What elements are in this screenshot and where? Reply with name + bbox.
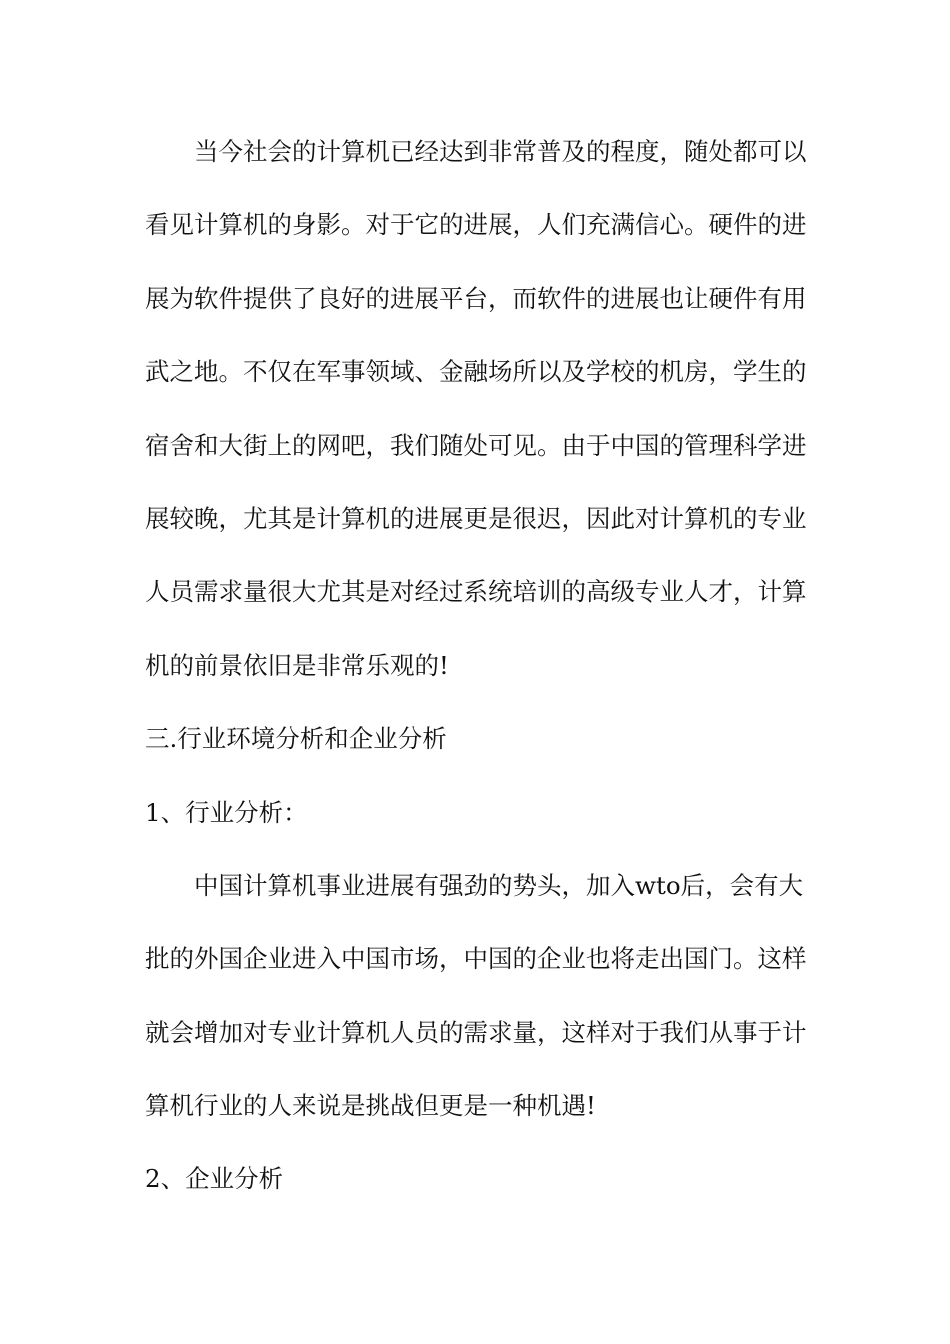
paragraph-line: 看见计算机的身影。对于它的进展，人们充满信心。硬件的进 xyxy=(145,210,807,240)
paragraph-line: 人员需求量很大尤其是对经过系统培训的高级专业人才，计算 xyxy=(145,577,807,607)
paragraph-line: 宿舍和大街上的网吧，我们随处可见。由于中国的管理科学进 xyxy=(145,430,807,460)
paragraph-line: 展较晚，尤其是计算机的进展更是很迟，因此对计算机的专业 xyxy=(145,503,807,533)
paragraph-line: 机的前景依旧是非常乐观的! xyxy=(145,650,449,680)
paragraph-line: 当今社会的计算机已经达到非常普及的程度，随处都可以 xyxy=(194,137,807,166)
paragraph-line: 中国计算机事业进展有强劲的势头，加入wto后，会有大 xyxy=(194,870,804,900)
paragraph-line: 就会增加对专业计算机人员的需求量，这样对于我们从事于计 xyxy=(145,1017,807,1047)
paragraph-industry xyxy=(145,862,807,1156)
paragraph-outlook xyxy=(145,128,807,715)
section-heading-3: 三.行业环境分析和企业分析 xyxy=(145,724,447,754)
subheading-industry-analysis: 1、行业分析： xyxy=(145,797,308,827)
document-body xyxy=(145,128,807,1229)
subheading-enterprise-analysis: 2、企业分析 xyxy=(145,1164,284,1194)
paragraph-line: 武之地。不仅在军事领域、金融场所以及学校的机房，学生的 xyxy=(145,357,807,387)
paragraph-line: 批的外国企业进入中国市场，中国的企业也将走出国门。这样 xyxy=(145,944,807,974)
paragraph-line: 算机行业的人来说是挑战但更是一种机遇! xyxy=(145,1091,596,1121)
paragraph-line: 展为软件提供了良好的进展平台，而软件的进展也让硬件有用 xyxy=(145,283,807,313)
